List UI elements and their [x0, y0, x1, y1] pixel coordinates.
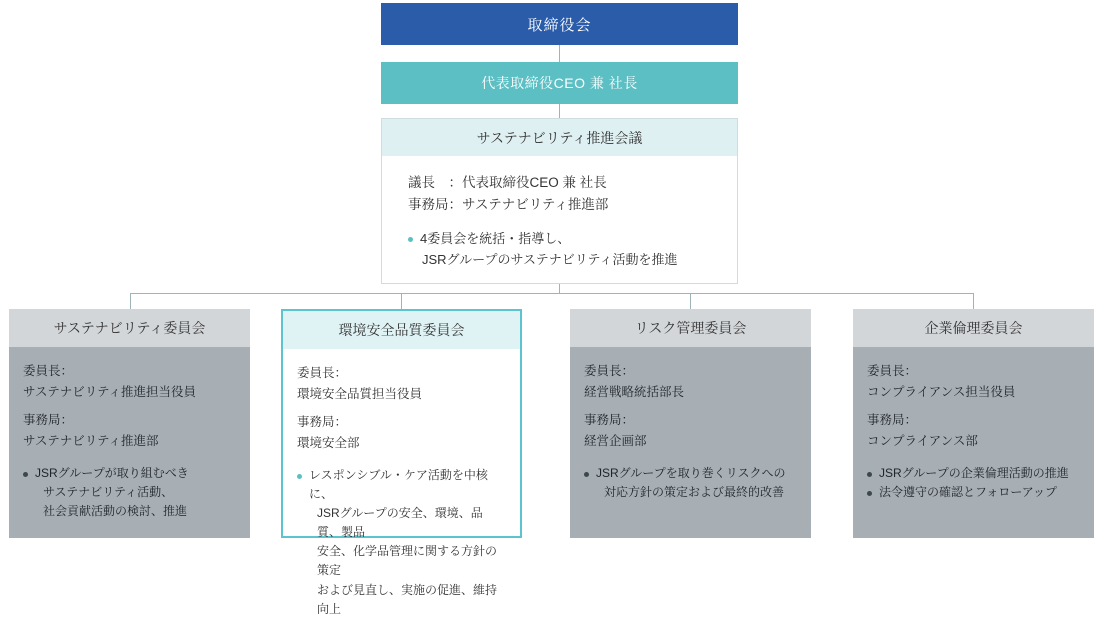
committee-sustainability-chair-value: サステナビリティ推進担当役員 [23, 384, 197, 399]
committee-ethics-chair-value: コンプライアンス担当役員 [867, 384, 1016, 399]
committee-risk-bullet-1 [584, 464, 797, 502]
committee-risk-management-title-label: リスク管理委員会 [634, 320, 747, 336]
committee-sustainability-bullet-1 [23, 464, 236, 522]
committee-corporate-ethics-title-label: 企業倫理委員会 [924, 320, 1023, 336]
committee-esq-bullet-1 [297, 466, 506, 620]
committee-environment-safety-quality [281, 309, 522, 616]
committee-risk-management-body [570, 347, 811, 512]
connector-horizontal-bus [130, 293, 974, 294]
committee-environment-safety-quality-roles [297, 363, 506, 454]
committee-risk-chair-value: 経営戦略統括部長 [584, 384, 685, 399]
committee-sustainability-roles [23, 361, 236, 452]
promotion-secretariat: 事務局：サステナビリティ推進部 [408, 196, 609, 212]
committee-esq-chair-value: 環境安全品質担当役員 [297, 386, 423, 401]
committee-esq-bullets [297, 466, 506, 620]
committee-ethics-bullet-1 [867, 464, 1080, 483]
committee-corporate-ethics [853, 309, 1094, 538]
committee-esq-chair-label: 委員長： [297, 366, 348, 380]
committee-ethics-sec-label: 事務局： [867, 413, 918, 428]
committee-sustainability-title [9, 309, 250, 347]
connector-to-committee-2 [401, 293, 402, 309]
bullet-line: サステナビリティ活動、 [43, 484, 174, 499]
committee-risk-management [570, 309, 811, 538]
promotion-meeting-title [382, 119, 737, 156]
bullet-line: JSRグループの安全、環境、品質、製品 [317, 505, 483, 540]
promotion-bullets [408, 229, 711, 271]
board-of-directors-box [381, 3, 738, 45]
committee-sustainability-chair-label: 委員長： [23, 364, 74, 378]
bullet-line: レスポンシブル・ケア活動を中核に、 [309, 467, 488, 501]
committee-environment-safety-quality-title [283, 311, 520, 349]
bullet-line: 法令遵守の確認とフォローアップ [879, 484, 1057, 499]
committee-sustainability-sec-value: サステナビリティ推進部 [23, 433, 159, 448]
promotion-bullet-1-line1: 4委員会を統括・指導し、 [420, 230, 571, 246]
connector-board-ceo [559, 45, 560, 62]
committee-sustainability-sec-label: 事務局： [23, 413, 74, 428]
ceo-label: 代表取締役CEO 兼 社長 [481, 75, 638, 91]
bullet-line: 社会貢献活動の検討、推進 [43, 503, 188, 518]
connector-ceo-promotion [559, 104, 560, 118]
connector-promotion-down [559, 284, 560, 293]
committee-sustainability-bullets [23, 464, 236, 522]
committee-esq-sec-value: 環境安全部 [297, 435, 360, 450]
bullet-line: 対応方針の策定および最終的改善 [604, 484, 785, 499]
committee-ethics-chair-label: 委員長： [867, 364, 918, 378]
committee-esq-sec-label: 事務局： [297, 415, 348, 430]
committee-risk-bullets [584, 464, 797, 502]
committee-corporate-ethics-roles [867, 361, 1080, 452]
committee-sustainability-body [9, 347, 250, 531]
board-label: 取締役会 [527, 16, 592, 34]
promotion-bullet-1 [408, 229, 711, 271]
committee-environment-safety-quality-title-label: 環境安全品質委員会 [338, 322, 465, 338]
committee-sustainability-title-label: サステナビリティ委員会 [53, 320, 206, 336]
committee-risk-management-title [570, 309, 811, 347]
committee-risk-management-roles [584, 361, 797, 452]
committee-corporate-ethics-body [853, 347, 1094, 512]
connector-to-committee-3 [690, 293, 691, 309]
committee-corporate-ethics-title [853, 309, 1094, 347]
promotion-chair: 議長 ：代表取締役CEO 兼 社長 [408, 175, 607, 190]
bullet-line: JSRグループを取り巻くリスクへの [596, 465, 786, 480]
committee-ethics-bullet-2 [867, 483, 1080, 502]
connector-to-committee-4 [973, 293, 974, 309]
committee-ethics-sec-value: コンプライアンス部 [867, 433, 978, 448]
committee-risk-sec-label: 事務局： [584, 413, 635, 428]
committee-risk-sec-value: 経営企画部 [584, 433, 647, 448]
bullet-line: 安全、化学品管理に関する方針の策定 [317, 544, 498, 578]
committee-sustainability [9, 309, 250, 538]
promotion-meeting-title-label: サステナビリティ推進会議 [476, 129, 643, 146]
promotion-bullet-1-line2: JSRグループのサステナビリティ活動を推進 [422, 251, 678, 267]
bullet-line: JSRグループの企業倫理活動の推進 [879, 465, 1069, 480]
promotion-roles [408, 172, 711, 216]
bullet-line: JSRグループが取り組むべき [35, 465, 189, 480]
committee-environment-safety-quality-body [283, 349, 520, 629]
promotion-meeting-body [382, 156, 737, 280]
bullet-line: および見直し、実施の促進、維持向上 [317, 582, 498, 616]
committee-risk-chair-label: 委員長： [584, 364, 635, 378]
ceo-box [381, 62, 738, 104]
connector-to-committee-1 [130, 293, 131, 309]
promotion-meeting-box [381, 118, 738, 284]
committee-ethics-bullets [867, 464, 1080, 502]
